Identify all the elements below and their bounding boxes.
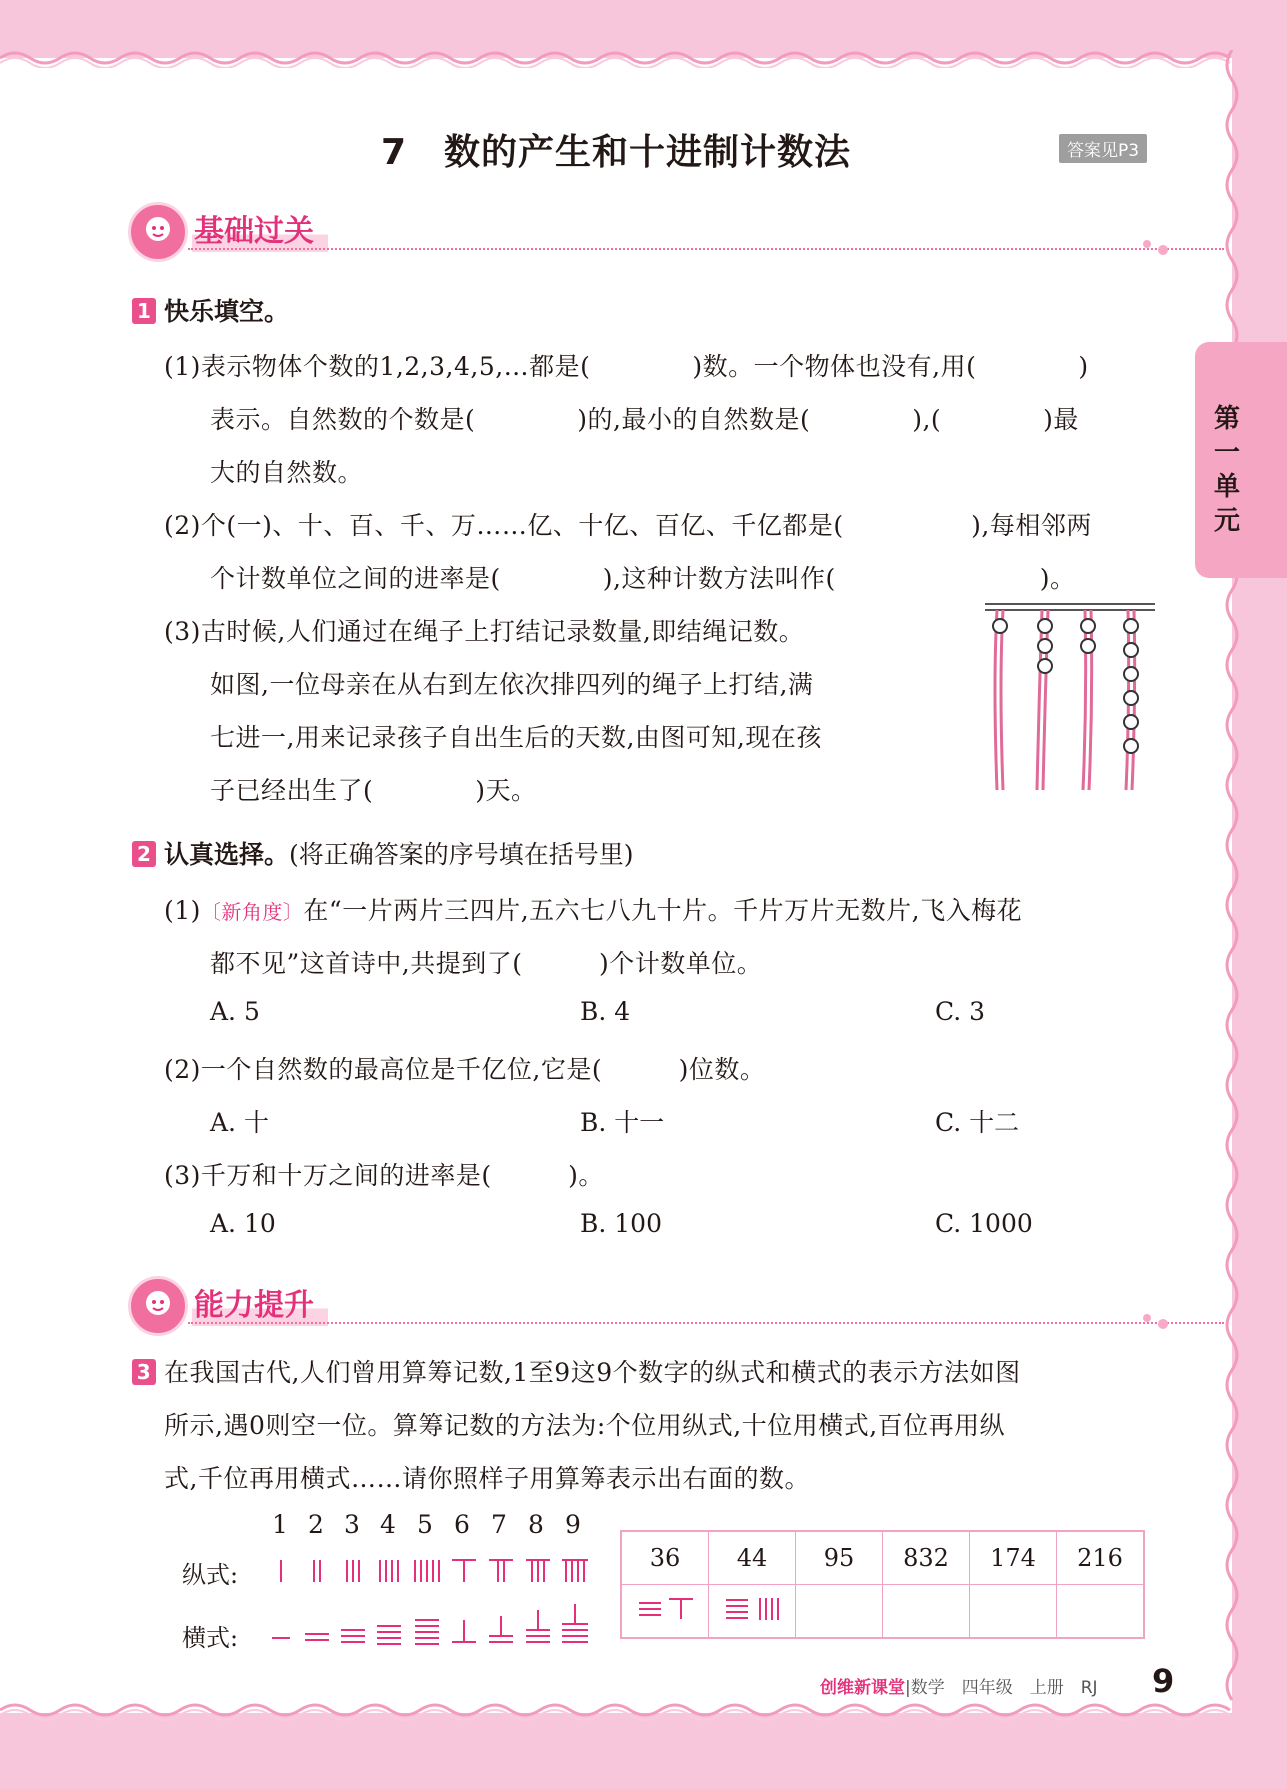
q1-line: 七进一,用来记录孩子自出生后的天数,由图可知,现在孩 [210,723,822,752]
dotted-divider [188,248,1224,250]
q1-line: 个计数单位之间的进率是( ),这种计数方法叫作( )。 [210,564,1076,593]
rod-answer-cell[interactable] [1057,1585,1145,1639]
rod-digit-2: 2 [308,1510,324,1539]
rod-digit-4: 4 [380,1510,396,1539]
number-cell: 174 [970,1531,1057,1585]
rod-digit-7: 7 [491,1510,507,1539]
q2-p1-text: 在“一片两片三四片,五六七八九十片。千片万片无数片,飞入梅花 [303,896,1023,925]
rod-digit-6: 6 [454,1510,470,1539]
page-title: 7 数的产生和十进制计数法 [380,132,852,173]
q3-number: 3 [132,1359,156,1385]
decor-dot [1143,240,1151,248]
q2-title: 认真选择。 [164,840,290,869]
rod-digit-3: 3 [344,1510,360,1539]
q1-line: 表示。自然数的个数是( )的,最小的自然数是( ),( )最 [210,405,1079,434]
option-b[interactable]: B. 4 [580,997,631,1026]
q2-number: 2 [132,841,156,867]
rod-digit-8: 8 [528,1510,544,1539]
q1-line: (2)个(一)、十、百、千、万……亿、十亿、百亿、千亿都是( ),每相邻两 [164,511,1092,540]
rod-answer-table [620,1530,1145,1639]
decor-dot [1143,1314,1151,1322]
unit-tab-label: 第一单元 [1213,404,1240,536]
counting-rods-chart [270,1552,600,1652]
q2-heading [132,835,634,871]
option-c[interactable]: C. 1000 [935,1209,1033,1238]
unit-tab [1195,342,1287,578]
q1-line: (3)古时候,人们通过在绳子上打结记录数量,即结绳记数。 [164,617,805,646]
mascot-icon [128,202,188,262]
bottom-wave-border [0,1702,1240,1722]
section-advanced-header [128,1272,1168,1332]
q3-line: 式,千位再用横式……请你照样子用算筹表示出右面的数。 [164,1464,810,1493]
decor-dot [1158,1319,1168,1329]
option-c[interactable]: C. 十二 [935,1108,1020,1137]
option-a[interactable]: A. 5 [210,997,260,1026]
option-b[interactable]: B. 100 [580,1209,662,1238]
number-cell: 832 [883,1531,970,1585]
dotted-divider [188,1322,1224,1324]
q2-p1-line2: 都不见”这首诗中,共提到了( )个计数单位。 [210,949,763,978]
section-basic-header [128,198,1168,258]
rod-digit-1: 1 [272,1510,288,1539]
section-advanced-title: 能力提升 [192,1280,328,1326]
footer-subject: 数学 四年级 上册 RJ [910,1678,1098,1698]
number-cell: 216 [1057,1531,1145,1585]
vertical-form-label: 纵式: [182,1561,239,1589]
rod-digit-9: 9 [565,1510,581,1539]
q2-p2-line: (2)一个自然数的最高位是千亿位,它是( )位数。 [164,1055,766,1084]
option-c[interactable]: C. 3 [935,997,986,1026]
knotted-rope-figure [985,600,1160,800]
option-a[interactable]: A. 十 [210,1108,269,1137]
option-a[interactable]: A. 10 [210,1209,276,1238]
section-basic-title: 基础过关 [192,206,328,252]
footer-brand: 创维新课堂 [820,1678,905,1698]
number-cell: 36 [621,1531,709,1585]
page-number: 9 [1152,1662,1175,1700]
footer-separator: | [905,1678,911,1698]
q2-p3-line: (3)千万和十万之间的进率是( )。 [164,1161,604,1190]
top-wave-border [0,48,1240,68]
rod-answer-cell[interactable] [970,1585,1057,1639]
q3-line [132,1353,1021,1389]
rod-example-36 [621,1585,709,1639]
q1-heading [132,292,289,328]
footer-info [820,1673,1098,1698]
right-wave-border [1222,50,1242,1714]
q1-line: (1)表示物体个数的1,2,3,4,5,…都是( )数。一个物体也没有,用( ) [164,352,1089,381]
q1-line: 如图,一位母亲在从右到左依次排四列的绳子上打结,满 [210,670,814,699]
rod-digit-5: 5 [417,1510,433,1539]
answer-reference-badge: 答案见P3 [1059,134,1147,163]
q1-number: 1 [132,298,156,324]
number-cell: 44 [709,1531,796,1585]
rod-answer-cell[interactable] [883,1585,970,1639]
q2-note: (将正确答案的序号填在括号里) [289,840,634,869]
q2-p1-line [164,891,1022,927]
q1-title: 快乐填空。 [164,297,290,326]
q2-p1-prefix: (1) [164,896,201,925]
new-angle-tag: 〔新角度〕 [200,900,304,924]
q1-line: 子已经出生了( )天。 [210,776,537,805]
number-cell: 95 [796,1531,883,1585]
option-b[interactable]: B. 十一 [580,1108,665,1137]
mascot-icon [128,1276,188,1336]
q3-text: 在我国古代,人们曾用算筹记数,1至9这9个数字的纵式和横式的表示方法如图 [164,1358,1021,1387]
horizontal-form-label: 横式: [182,1624,239,1652]
q1-line: 大的自然数。 [210,458,364,487]
rod-example-44 [709,1585,796,1639]
rod-answer-cell[interactable] [796,1585,883,1639]
decor-dot [1158,245,1168,255]
q3-line: 所示,遇0则空一位。算筹记数的方法为:个位用纵式,十位用横式,百位再用纵 [164,1411,1006,1440]
